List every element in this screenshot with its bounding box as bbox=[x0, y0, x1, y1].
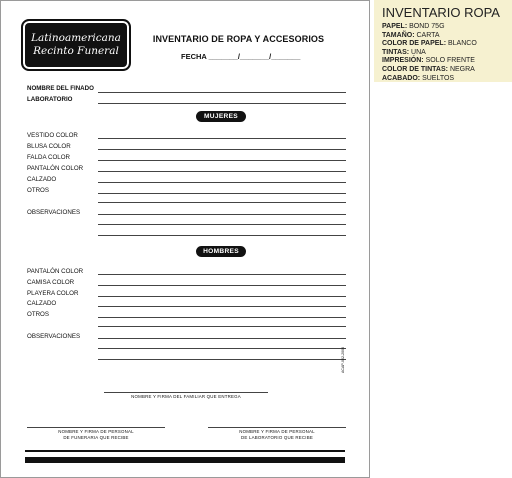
women-item-skirt-color: FALDA COLOR bbox=[27, 154, 70, 161]
men-line-blank[interactable] bbox=[98, 326, 346, 327]
laboratory-label: LABORATORIO bbox=[27, 96, 73, 103]
women-line-footwear[interactable] bbox=[98, 182, 346, 183]
spec-label: TAMAÑO: bbox=[382, 31, 415, 39]
funeral-staff-signature-label-2: DE FUNERARIA QUE RECIBE bbox=[63, 435, 129, 440]
company-logo bbox=[21, 19, 131, 71]
men-item-other: OTROS bbox=[27, 311, 50, 318]
men-observations-line-3[interactable] bbox=[98, 359, 346, 360]
logo-line-2: Recinto Funeral bbox=[33, 45, 119, 57]
women-observations-line-3[interactable] bbox=[98, 235, 346, 236]
spec-value: UNA bbox=[411, 48, 426, 56]
spec-value: CARTA bbox=[416, 31, 440, 39]
spec-label: COLOR DE PAPEL: bbox=[382, 40, 447, 48]
women-line-blank[interactable] bbox=[98, 202, 346, 203]
spec-row-size bbox=[382, 32, 504, 41]
funeral-staff-signature-line[interactable] bbox=[27, 427, 165, 428]
men-section-heading: HOMBRES bbox=[196, 246, 246, 257]
spec-value: BOND 75G bbox=[409, 23, 445, 30]
spec-label: IMPRESIÓN: bbox=[382, 57, 424, 65]
women-observations-line-2[interactable] bbox=[98, 224, 346, 225]
spec-label: ACABADO: bbox=[382, 74, 421, 82]
footer-thin-bar bbox=[25, 450, 345, 452]
lab-staff-signature-label-2: DE LABORATORIO QUE RECIBE bbox=[241, 435, 313, 440]
men-item-shirt-color: CAMISA COLOR bbox=[27, 279, 75, 286]
spec-label: COLOR DE TINTAS: bbox=[382, 65, 448, 73]
spec-label: TINTAS: bbox=[382, 48, 410, 56]
spec-row-paper-color bbox=[382, 40, 504, 49]
women-item-pants-color: PANTALÓN COLOR bbox=[27, 165, 84, 172]
men-line-shirt-color[interactable] bbox=[98, 285, 346, 286]
women-line-dress-color[interactable] bbox=[98, 138, 346, 139]
men-observations-label: OBSERVACIONES bbox=[27, 333, 81, 340]
men-line-footwear[interactable] bbox=[98, 306, 346, 307]
spec-title: INVENTARIO ROPA bbox=[382, 5, 500, 20]
deceased-name-line[interactable] bbox=[98, 92, 346, 93]
men-observations-line-1[interactable] bbox=[98, 338, 346, 339]
laboratory-line[interactable] bbox=[98, 103, 346, 104]
form-code: ACAP-002-2006 bbox=[341, 346, 345, 373]
women-line-skirt-color[interactable] bbox=[98, 160, 346, 161]
deceased-name-label: NOMBRE DEL FINADO bbox=[27, 85, 94, 92]
men-item-tshirt-color: PLAYERA COLOR bbox=[27, 290, 79, 297]
spec-value: SOLO FRENTE bbox=[425, 57, 475, 65]
women-section-heading: MUJERES bbox=[196, 111, 246, 122]
spec-row-ink-color bbox=[382, 66, 504, 75]
logo-line-1: Latinoamericana bbox=[31, 32, 121, 44]
women-line-pants-color[interactable] bbox=[98, 171, 346, 172]
men-line-other[interactable] bbox=[98, 317, 346, 318]
women-observations-label: OBSERVACIONES bbox=[27, 209, 81, 216]
women-line-blouse-color[interactable] bbox=[98, 149, 346, 150]
men-item-pants-color: PANTALÓN COLOR bbox=[27, 268, 84, 275]
women-item-other: OTROS bbox=[27, 187, 50, 194]
form-title: INVENTARIO DE ROPA Y ACCESORIOS bbox=[152, 34, 325, 44]
funeral-staff-signature-label-1: NOMBRE Y FIRMA DE PERSONAL bbox=[58, 429, 134, 434]
spec-value: BLANCO bbox=[448, 40, 477, 48]
spec-value: NEGRA bbox=[449, 65, 475, 73]
spec-row-printing bbox=[382, 57, 504, 66]
men-observations-line-2[interactable] bbox=[98, 348, 346, 349]
men-line-tshirt-color[interactable] bbox=[98, 296, 346, 297]
spec-row-paper bbox=[382, 23, 504, 32]
men-line-pants-color[interactable] bbox=[98, 274, 346, 275]
print-spec-panel bbox=[374, 0, 512, 82]
spec-label: PAPEL: bbox=[382, 23, 408, 30]
women-line-other[interactable] bbox=[98, 193, 346, 194]
men-item-footwear: CALZADO bbox=[27, 300, 57, 307]
women-item-footwear: CALZADO bbox=[27, 176, 57, 183]
women-item-dress-color: VESTIDO COLOR bbox=[27, 132, 78, 139]
family-signature-label: NOMBRE Y FIRMA DEL FAMILIAR QUE ENTREGA bbox=[131, 394, 241, 399]
women-observations-line-1[interactable] bbox=[98, 214, 346, 215]
spec-value: SUELTOS bbox=[422, 74, 455, 82]
lab-staff-signature-line[interactable] bbox=[208, 427, 346, 428]
footer-thick-bar bbox=[25, 457, 345, 463]
women-item-blouse-color: BLUSA COLOR bbox=[27, 143, 71, 150]
date-field[interactable]: FECHA _______/_______/_______ bbox=[181, 52, 301, 61]
family-signature-line[interactable] bbox=[104, 392, 268, 393]
spec-row-finish bbox=[382, 75, 504, 84]
lab-staff-signature-label-1: NOMBRE Y FIRMA DE PERSONAL bbox=[239, 429, 315, 434]
